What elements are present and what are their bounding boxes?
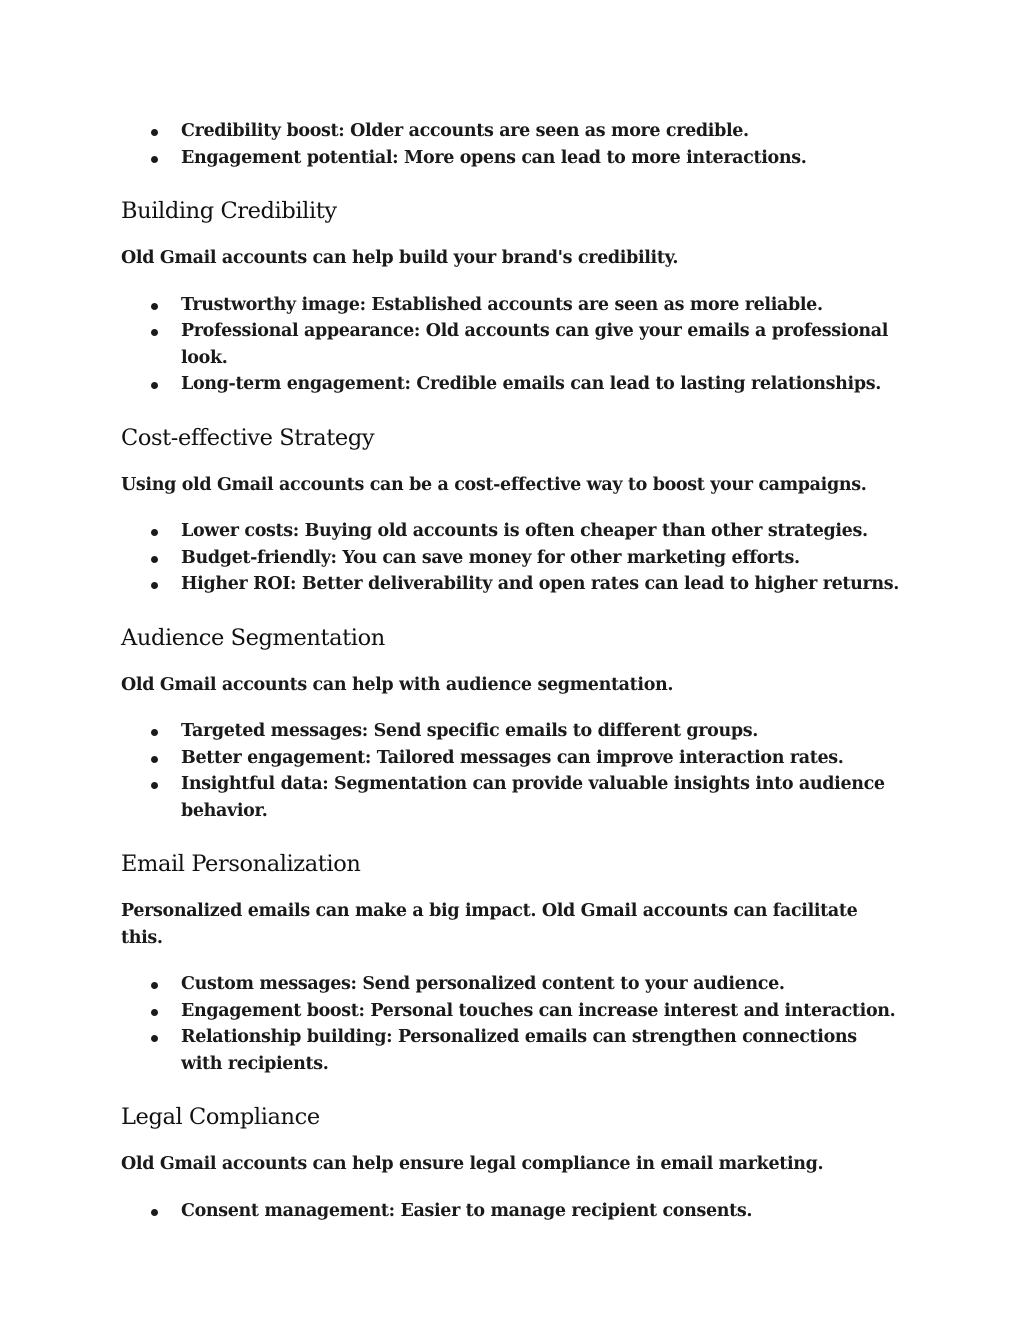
section-heading-legal-compliance: Legal Compliance [121, 1104, 320, 1130]
bullet-list [121, 718, 901, 824]
section-intro: Personalized emails can make a big impact. Old Gmail accounts can facilitate this. [121, 901, 858, 948]
bullet-list [121, 518, 901, 598]
bullet-icon [151, 129, 158, 136]
section-intro: Old Gmail accounts can help ensure legal compliance in email marketing. [121, 1154, 824, 1174]
list-item: Engagement boost: Personal touches can increase interest and interaction. [181, 998, 901, 1025]
section-heading-building-credibility: Building Credibility [121, 198, 337, 224]
list-item: Budget-friendly: You can save money for other marketing efforts. [181, 545, 901, 572]
list-item: Custom messages: Send personalized content to your audience. [181, 971, 901, 998]
list-item: Long-term engagement: Credible emails can lead to lasting relationships. [181, 371, 901, 398]
bullet-icon [151, 529, 158, 536]
section-heading-email-personalization: Email Personalization [121, 851, 361, 877]
bullet-list [121, 292, 901, 398]
bullet-icon [151, 756, 158, 763]
list-item: Insightful data: Segmentation can provide valuable insights into audience behavior. [181, 771, 901, 824]
section-intro: Old Gmail accounts can help build your brand's credibility. [121, 248, 679, 268]
list-item: Professional appearance: Old accounts can give your emails a professional look. [181, 318, 901, 371]
bullet-icon [151, 1209, 158, 1216]
bullet-list [121, 1198, 901, 1225]
list-item: Lower costs: Buying old accounts is often cheaper than other strategies. [181, 518, 901, 545]
section-heading-audience-segmentation: Audience Segmentation [121, 624, 385, 651]
section-heading-cost-effective-strategy: Cost-effective Strategy [121, 424, 375, 451]
list-item: Targeted messages: Send specific emails to different groups. [181, 718, 901, 745]
list-item: Engagement potential: More opens can lead to more interactions. [181, 145, 901, 172]
list-item: Relationship building: Personalized emails can strengthen connections with recipients. [181, 1024, 901, 1077]
bullet-icon [151, 303, 158, 310]
bullet-icon [151, 982, 158, 989]
bullet-icon [151, 1009, 158, 1016]
bullet-icon [151, 729, 158, 736]
bullet-icon [151, 382, 158, 389]
list-item: Trustworthy image: Established accounts are seen as more reliable. [181, 292, 901, 319]
list-item: Consent management: Easier to manage recipient consents. [181, 1198, 901, 1225]
bullet-list [121, 971, 901, 1077]
bullet-icon [151, 1035, 158, 1042]
bullet-icon [151, 556, 158, 563]
list-item: Credibility boost: Older accounts are seen as more credible. [181, 118, 901, 145]
section-intro: Using old Gmail accounts can be a cost-effective way to boost your campaigns. [121, 474, 867, 495]
bullet-icon [151, 156, 158, 163]
bullet-icon [151, 329, 158, 336]
document-page [121, 118, 901, 1224]
section-intro: Old Gmail accounts can help with audience segmentation. [121, 674, 674, 695]
list-item: Higher ROI: Better deliverability and open rates can lead to higher returns. [181, 571, 901, 598]
list-item: Better engagement: Tailored messages can improve interaction rates. [181, 745, 901, 772]
bullet-icon [151, 782, 158, 789]
bullet-list-top [121, 118, 901, 171]
bullet-icon [151, 582, 158, 589]
